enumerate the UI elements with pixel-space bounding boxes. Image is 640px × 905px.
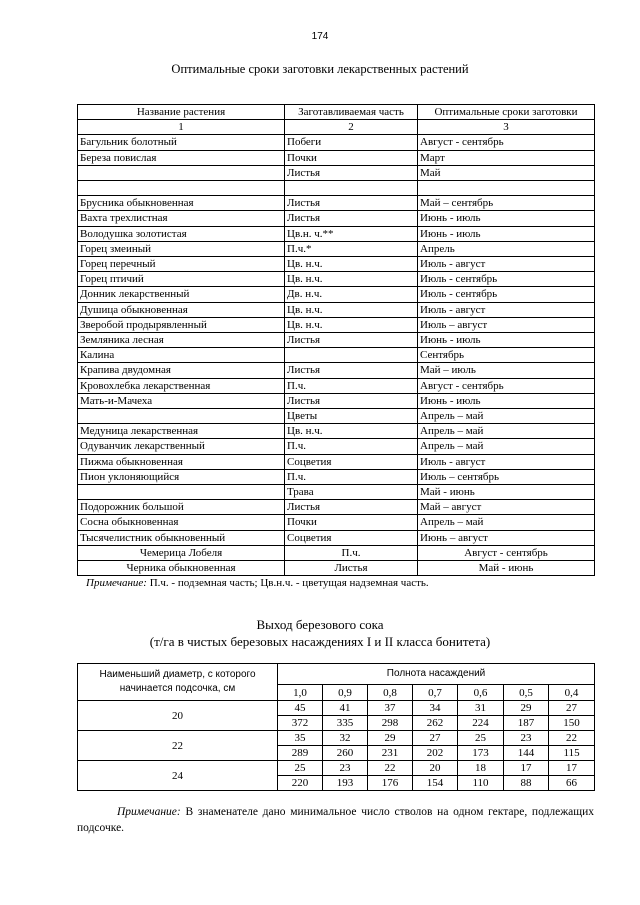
table-row [78, 701, 595, 716]
table-row [78, 485, 595, 500]
harvest-period-cell: Сентябрь [418, 348, 595, 363]
note-label: Примечание: [117, 806, 181, 818]
plant-part-cell: П.ч. [285, 545, 418, 560]
sap-yield-cell: 32 [323, 731, 368, 746]
table-row [78, 439, 595, 454]
table-row [78, 211, 595, 226]
plant-name-cell: Зверобой продырявленный [78, 317, 285, 332]
plant-part-cell: Почки [285, 150, 418, 165]
plant-part-cell: Соцветия [285, 530, 418, 545]
sap-yield-cell: 23 [504, 731, 549, 746]
harvest-period-cell: Июнь - июль [418, 333, 595, 348]
diameter-cell: 20 [78, 701, 278, 731]
sap-yield-cell: 17 [504, 761, 549, 776]
table-row [78, 287, 595, 302]
harvest-period-cell: Июнь – август [418, 530, 595, 545]
plant-name-cell: Пижма обыкновенная [78, 454, 285, 469]
table-row [78, 165, 595, 180]
sap-yield-cell: 31 [458, 701, 504, 716]
harvest-period-cell: Июль – сентябрь [418, 469, 595, 484]
density-cell: 0,6 [458, 685, 504, 701]
plant-name-cell: Душица обыкновенная [78, 302, 285, 317]
plant-part-cell: Цв. н.ч. [285, 317, 418, 332]
harvest-period-cell [418, 181, 595, 196]
table2-title-line1: Выход березового сока [256, 617, 384, 632]
table-row [78, 378, 595, 393]
table-row [78, 731, 595, 746]
density-cell: 0,5 [504, 685, 549, 701]
harvest-period-cell: Март [418, 150, 595, 165]
note-label: Примечание: [86, 577, 147, 589]
plant-name-cell [78, 409, 285, 424]
table-row [78, 150, 595, 165]
col-number: 3 [418, 120, 595, 135]
plant-part-cell: Листья [285, 561, 418, 576]
table1-body [78, 135, 595, 576]
table-row [78, 317, 595, 332]
table-row [78, 226, 595, 241]
table-column-numbers [78, 120, 595, 135]
table-row [78, 393, 595, 408]
plant-part-cell: Листья [285, 333, 418, 348]
harvest-period-cell: Апрель – май [418, 439, 595, 454]
trunk-count-cell: 298 [368, 716, 413, 731]
harvest-period-cell: Август - сентябрь [418, 135, 595, 150]
sap-yield-cell: 20 [413, 761, 458, 776]
plant-part-cell: П.ч. [285, 469, 418, 484]
harvest-period-cell: Август - сентябрь [418, 545, 595, 560]
harvest-period-cell: Июнь - июль [418, 393, 595, 408]
table2-header-row [78, 664, 595, 685]
table2-body [78, 701, 595, 791]
trunk-count-cell: 110 [458, 776, 504, 791]
table-row [78, 545, 595, 560]
plant-part-cell: Цв. н.ч. [285, 424, 418, 439]
plant-name-cell: Чемерица Лобеля [78, 545, 285, 560]
trunk-count-cell: 260 [323, 746, 368, 761]
sap-yield-cell: 45 [278, 701, 323, 716]
header-min-diameter-line1: Наименьший диаметр, с которого [99, 669, 256, 680]
table1-title: Оптимальные сроки заготовки лекарственных растений [171, 62, 469, 76]
density-cell: 0,8 [368, 685, 413, 701]
plant-part-cell [285, 181, 418, 196]
trunk-count-cell: 289 [278, 746, 323, 761]
plant-part-cell: П.ч.* [285, 241, 418, 256]
trunk-count-cell: 193 [323, 776, 368, 791]
plant-part-cell: Цв. н.ч. [285, 257, 418, 272]
trunk-count-cell: 187 [504, 716, 549, 731]
sap-yield-cell: 27 [413, 731, 458, 746]
table-row [78, 348, 595, 363]
table1-note [86, 577, 429, 589]
table-row [78, 333, 595, 348]
plant-part-cell: Листья [285, 500, 418, 515]
table-row [78, 272, 595, 287]
header-min-diameter-line2: начинается подсочка, см [119, 683, 236, 694]
plant-name-cell: Кровохлебка лекарственная [78, 378, 285, 393]
harvest-period-cell: Апрель – май [418, 424, 595, 439]
harvest-period-cell: Май – сентябрь [418, 196, 595, 211]
trunk-count-cell: 220 [278, 776, 323, 791]
plant-name-cell: Володушка золотистая [78, 226, 285, 241]
sap-yield-cell: 25 [458, 731, 504, 746]
sap-yield-cell: 17 [549, 761, 595, 776]
trunk-count-cell: 202 [413, 746, 458, 761]
plant-name-cell: Одуванчик лекарственный [78, 439, 285, 454]
plant-part-cell: Листья [285, 196, 418, 211]
plant-part-cell: Листья [285, 393, 418, 408]
harvest-period-cell: Апрель – май [418, 409, 595, 424]
harvest-period-cell: Май – август [418, 500, 595, 515]
table-row [78, 454, 595, 469]
plant-name-cell [78, 485, 285, 500]
plant-name-cell: Тысячелистник обыкновенный [78, 530, 285, 545]
sap-yield-cell: 29 [368, 731, 413, 746]
plant-part-cell: Цв.н. ч.** [285, 226, 418, 241]
sap-yield-cell: 23 [323, 761, 368, 776]
density-cell: 0,4 [549, 685, 595, 701]
diameter-cell: 22 [78, 731, 278, 761]
plant-part-cell: Цв. н.ч. [285, 302, 418, 317]
col-number: 1 [78, 120, 285, 135]
sap-yield-cell: 22 [368, 761, 413, 776]
density-cell: 1,0 [278, 685, 323, 701]
plant-name-cell: Пион уклоняющийся [78, 469, 285, 484]
header-harvested-part: Заготавливаемая часть [285, 105, 418, 120]
trunk-count-cell: 144 [504, 746, 549, 761]
sap-yield-cell: 22 [549, 731, 595, 746]
trunk-count-cell: 154 [413, 776, 458, 791]
diameter-cell: 24 [78, 761, 278, 791]
plant-name-cell: Черника обыкновенная [78, 561, 285, 576]
trunk-count-cell: 224 [458, 716, 504, 731]
table2-note [77, 804, 594, 836]
plant-name-cell: Донник лекарственный [78, 287, 285, 302]
trunk-count-cell: 335 [323, 716, 368, 731]
plant-part-cell: П.ч. [285, 378, 418, 393]
table-row [78, 561, 595, 576]
harvest-period-cell: Июль - август [418, 302, 595, 317]
plant-part-cell [285, 348, 418, 363]
harvest-period-cell: Май - июнь [418, 485, 595, 500]
table-row [78, 241, 595, 256]
plant-part-cell: Трава [285, 485, 418, 500]
trunk-count-cell: 115 [549, 746, 595, 761]
harvest-period-cell: Май [418, 165, 595, 180]
harvest-period-cell: Июль – август [418, 317, 595, 332]
plant-part-cell: Соцветия [285, 454, 418, 469]
sap-yield-cell: 18 [458, 761, 504, 776]
sap-yield-cell: 35 [278, 731, 323, 746]
table-row [78, 135, 595, 150]
birch-sap-table [77, 663, 595, 791]
plant-part-cell: П.ч. [285, 439, 418, 454]
density-cell: 0,9 [323, 685, 368, 701]
sap-yield-cell: 37 [368, 701, 413, 716]
harvest-period-cell: Август - сентябрь [418, 378, 595, 393]
harvest-period-cell: Май – июль [418, 363, 595, 378]
plant-name-cell: Горец перечный [78, 257, 285, 272]
plant-part-cell: Листья [285, 363, 418, 378]
plant-name-cell: Горец змеиный [78, 241, 285, 256]
plant-part-cell: Цв. н.ч. [285, 272, 418, 287]
harvest-period-cell: Июль - август [418, 454, 595, 469]
plant-part-cell: Листья [285, 211, 418, 226]
trunk-count-cell: 262 [413, 716, 458, 731]
plant-name-cell: Брусника обыкновенная [78, 196, 285, 211]
trunk-count-cell: 66 [549, 776, 595, 791]
table-row [78, 515, 595, 530]
harvest-period-cell: Июль - сентябрь [418, 272, 595, 287]
table-row [78, 363, 595, 378]
trunk-count-cell: 150 [549, 716, 595, 731]
note-text: В знаменателе дано минимальное число стволов на одном гектаре, подлежащих подсочке. [77, 806, 594, 834]
table2-title [0, 616, 640, 650]
harvest-period-cell: Апрель – май [418, 515, 595, 530]
trunk-count-cell: 176 [368, 776, 413, 791]
table-row [78, 500, 595, 515]
page-number: 174 [311, 31, 329, 42]
trunk-count-cell: 88 [504, 776, 549, 791]
plant-part-cell: Дв. н.ч. [285, 287, 418, 302]
plant-part-cell: Листья [285, 165, 418, 180]
table-row [78, 196, 595, 211]
table-row [78, 469, 595, 484]
sap-yield-cell: 27 [549, 701, 595, 716]
plant-name-cell: Вахта трехлистная [78, 211, 285, 226]
plant-name-cell: Земляника лесная [78, 333, 285, 348]
harvest-table [77, 104, 595, 576]
table2-title-line2: (т/га в чистых березовых насаждениях I и II класса бонитета) [149, 634, 491, 649]
harvest-period-cell: Июль - сентябрь [418, 287, 595, 302]
plant-name-cell [78, 165, 285, 180]
plant-part-cell: Почки [285, 515, 418, 530]
table-row [78, 761, 595, 776]
harvest-period-cell: Июнь - июль [418, 226, 595, 241]
table-row [78, 409, 595, 424]
harvest-period-cell: Апрель [418, 241, 595, 256]
plant-name-cell: Крапива двудомная [78, 363, 285, 378]
harvest-period-cell: Июль - август [418, 257, 595, 272]
plant-name-cell: Мать-и-Мачеха [78, 393, 285, 408]
header-harvest-period: Оптимальные сроки заготовки [418, 105, 595, 120]
header-stand-density: Полнота насаждений [278, 664, 595, 685]
sap-yield-cell: 34 [413, 701, 458, 716]
plant-name-cell: Сосна обыкновенная [78, 515, 285, 530]
table-row [78, 530, 595, 545]
plant-name-cell: Подорожник большой [78, 500, 285, 515]
table-header-row [78, 105, 595, 120]
plant-name-cell: Калина [78, 348, 285, 363]
harvest-period-cell: Май - июнь [418, 561, 595, 576]
header-min-diameter [78, 664, 278, 701]
plant-name-cell: Горец птичий [78, 272, 285, 287]
table-row [78, 181, 595, 196]
plant-part-cell: Побеги [285, 135, 418, 150]
table-row [78, 424, 595, 439]
plant-name-cell: Береза повислая [78, 150, 285, 165]
plant-name-cell [78, 181, 285, 196]
sap-yield-cell: 25 [278, 761, 323, 776]
trunk-count-cell: 173 [458, 746, 504, 761]
col-number: 2 [285, 120, 418, 135]
plant-name-cell: Медуница лекарственная [78, 424, 285, 439]
plant-part-cell: Цветы [285, 409, 418, 424]
trunk-count-cell: 231 [368, 746, 413, 761]
table-row [78, 302, 595, 317]
sap-yield-cell: 41 [323, 701, 368, 716]
density-cell: 0,7 [413, 685, 458, 701]
harvest-period-cell: Июнь - июль [418, 211, 595, 226]
trunk-count-cell: 372 [278, 716, 323, 731]
sap-yield-cell: 29 [504, 701, 549, 716]
table-row [78, 257, 595, 272]
header-plant-name: Название растения [78, 105, 285, 120]
plant-name-cell: Багульник болотный [78, 135, 285, 150]
note-text: П.ч. - подземная часть; Цв.н.ч. - цветущая надземная часть. [146, 577, 429, 589]
